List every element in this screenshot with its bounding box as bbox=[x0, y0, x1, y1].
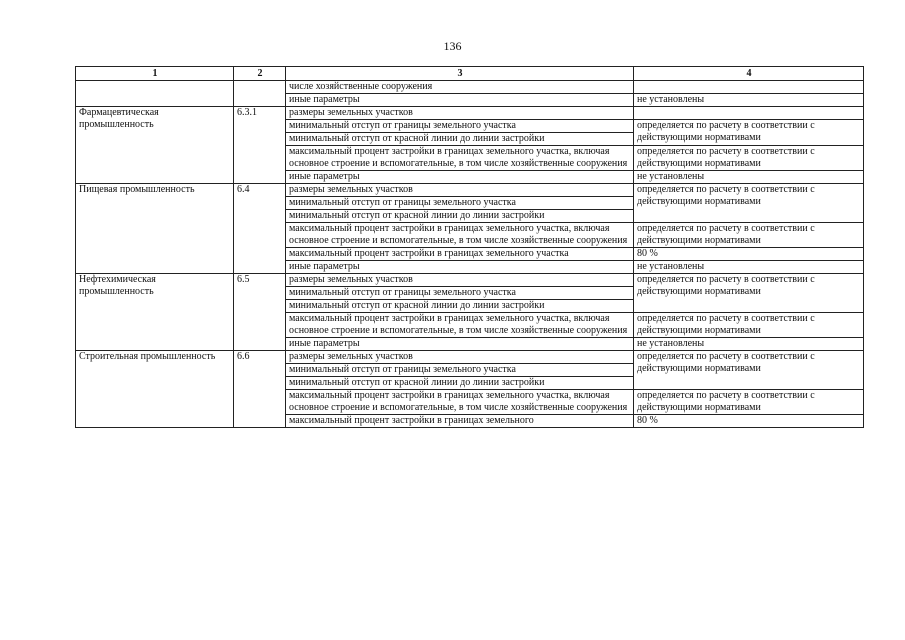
category-name: Нефтехимическая промышленность bbox=[76, 274, 234, 351]
parameter-name: минимальный отступ от границы земельного участка bbox=[286, 364, 634, 377]
category-name: Фармацевтическая промышленность bbox=[76, 107, 234, 184]
category-name: Пищевая промышленность bbox=[76, 184, 234, 274]
regulations-table bbox=[75, 66, 864, 428]
parameter-name: минимальный отступ от красной линии до линии застройки bbox=[286, 300, 634, 313]
table-row bbox=[76, 184, 864, 197]
parameter-value: определяется по расчету в соответствии с действующими нормативами bbox=[634, 120, 864, 146]
parameter-name: размеры земельных участков bbox=[286, 107, 634, 120]
table-row bbox=[76, 81, 864, 94]
column-header-1: 1 bbox=[76, 67, 234, 81]
parameter-value: определяется по расчету в соответствии с действующими нормативами bbox=[634, 223, 864, 248]
parameter-name: иные параметры bbox=[286, 94, 634, 107]
parameter-name: числе хозяйственные сооружения bbox=[286, 81, 634, 94]
parameter-value: 80 % bbox=[634, 248, 864, 261]
parameter-value bbox=[634, 107, 864, 120]
parameter-name: максимальный процент застройки в границах земельного участка, включая основное строение и вспомогательные, в том числе хозяйственные сооружения bbox=[286, 146, 634, 171]
parameter-name: максимальный процент застройки в границах земельного участка, включая основное строение и вспомогательные, в том числе хозяйственные сооружения bbox=[286, 223, 634, 248]
parameter-value: не установлены bbox=[634, 94, 864, 107]
parameter-name: минимальный отступ от красной линии до линии застройки bbox=[286, 377, 634, 390]
parameter-value: не установлены bbox=[634, 261, 864, 274]
table-header-row bbox=[76, 67, 864, 81]
category-code: 6.3.1 bbox=[234, 107, 286, 184]
parameter-name: минимальный отступ от границы земельного участка bbox=[286, 197, 634, 210]
parameter-name: минимальный отступ от красной линии до линии застройки bbox=[286, 210, 634, 223]
category-code: 6.6 bbox=[234, 351, 286, 428]
parameter-value: определяется по расчету в соответствии с действующими нормативами bbox=[634, 274, 864, 313]
parameter-name: иные параметры bbox=[286, 338, 634, 351]
parameter-value: определяется по расчету в соответствии с действующими нормативами bbox=[634, 313, 864, 338]
parameter-name: минимальный отступ от границы земельного участка bbox=[286, 287, 634, 300]
table-row bbox=[76, 107, 864, 120]
parameter-name: максимальный процент застройки в границах земельного участка, включая основное строение и вспомогательные, в том числе хозяйственные сооружения bbox=[286, 390, 634, 415]
parameter-name: максимальный процент застройки в границах земельного участка bbox=[286, 248, 634, 261]
column-header-4: 4 bbox=[634, 67, 864, 81]
table-row bbox=[76, 274, 864, 287]
page-number: 136 bbox=[443, 39, 462, 53]
category-name: Строительная промышленность bbox=[76, 351, 234, 428]
parameter-value bbox=[634, 81, 864, 94]
parameter-name: иные параметры bbox=[286, 261, 634, 274]
parameter-value: не установлены bbox=[634, 338, 864, 351]
column-header-2: 2 bbox=[234, 67, 286, 81]
parameter-value: определяется по расчету в соответствии с действующими нормативами bbox=[634, 351, 864, 390]
parameter-name: размеры земельных участков bbox=[286, 184, 634, 197]
parameter-name: максимальный процент застройки в границах земельного bbox=[286, 415, 634, 428]
table-row bbox=[76, 351, 864, 364]
category-code: 6.5 bbox=[234, 274, 286, 351]
category-code bbox=[234, 81, 286, 107]
parameter-value: определяется по расчету в соответствии с действующими нормативами bbox=[634, 184, 864, 223]
parameter-name: минимальный отступ от красной линии до линии застройки bbox=[286, 133, 634, 146]
parameter-value: определяется по расчету в соответствии с действующими нормативами bbox=[634, 146, 864, 171]
parameter-value: 80 % bbox=[634, 415, 864, 428]
parameter-value: не установлены bbox=[634, 171, 864, 184]
parameter-name: минимальный отступ от границы земельного участка bbox=[286, 120, 634, 133]
table-body bbox=[76, 81, 864, 428]
category-code: 6.4 bbox=[234, 184, 286, 274]
category-name bbox=[76, 81, 234, 107]
parameter-value: определяется по расчету в соответствии с действующими нормативами bbox=[634, 390, 864, 415]
parameter-name: иные параметры bbox=[286, 171, 634, 184]
parameter-name: размеры земельных участков bbox=[286, 274, 634, 287]
parameter-name: максимальный процент застройки в границах земельного участка, включая основное строение и вспомогательные, в том числе хозяйственные сооружения bbox=[286, 313, 634, 338]
parameter-name: размеры земельных участков bbox=[286, 351, 634, 364]
column-header-3: 3 bbox=[286, 67, 634, 81]
